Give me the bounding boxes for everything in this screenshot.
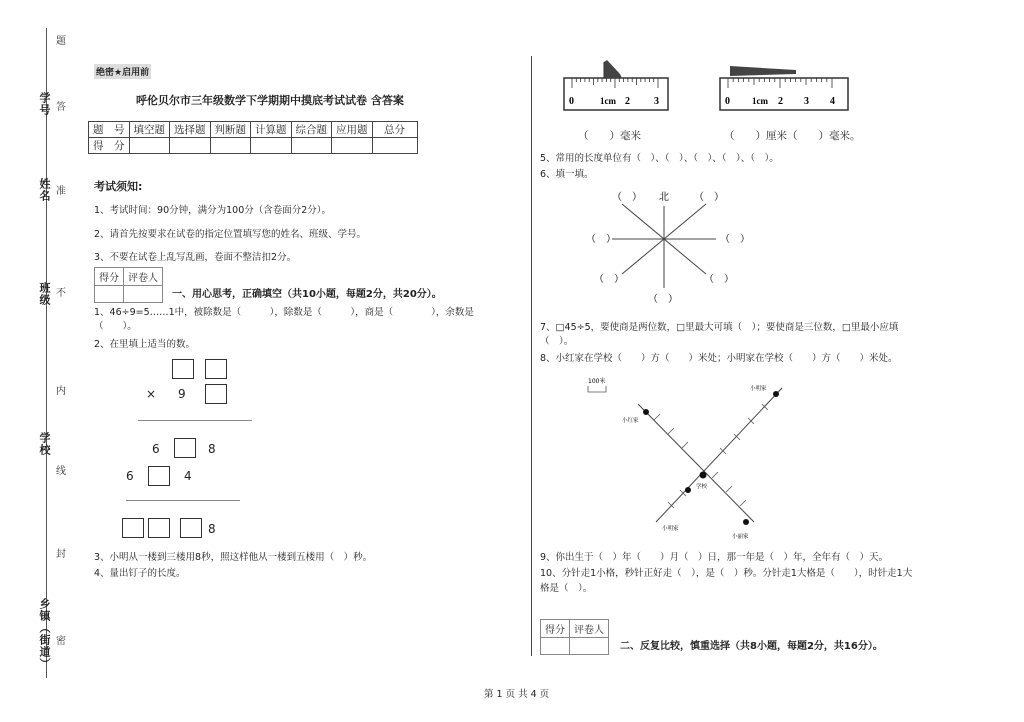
secret-tag: 绝密★启用前 — [94, 64, 151, 79]
grader-score-cell[interactable] — [541, 638, 570, 655]
margin-label-name: 姓名 — [38, 178, 51, 202]
margin-label-student-id: 学号 — [38, 92, 51, 116]
score-input-cell[interactable] — [129, 138, 170, 154]
score-input-cell[interactable] — [291, 138, 332, 154]
question-10-line2: 格是（ ）。 — [540, 583, 593, 594]
table-row — [89, 138, 418, 154]
times-sign: × — [146, 387, 157, 401]
ruler-tick-label: 0 — [569, 96, 574, 107]
question-10-line1: 10、分针走1小格，秒针正好走（ ），是（ ）秒。分针走1大格是（ ），时针走1大 — [540, 568, 913, 579]
ruler-tick-label: 3 — [654, 96, 659, 107]
question-7-line2: （ ）。 — [540, 336, 574, 347]
margin-char: 题 — [56, 36, 66, 47]
question-1-line1: 1、46÷9=5……1中，被除数是（ ），除数是（ ），商是（ ），余数是 — [94, 307, 474, 318]
answer-box[interactable] — [172, 359, 194, 379]
margin-char: 答 — [56, 102, 66, 113]
grader-score-label: 得分 — [95, 268, 124, 286]
grader-box — [94, 267, 163, 303]
question-4: 4、量出钉子的长度。 — [94, 568, 186, 579]
ruler-tick-label: 4 — [830, 96, 835, 107]
question-7-line1: 7、□45÷5，要使商是两位数，□里最大可填（ ）；要使商是三位数，□里最小应填 — [540, 322, 899, 333]
digit: 4 — [184, 469, 192, 483]
score-input-cell[interactable] — [332, 138, 373, 154]
mult-line — [126, 500, 240, 501]
question-8: 8、小红家在学校（ ）方（ ）米处；小明家在学校（ ）方（ ）米处。 — [540, 353, 898, 364]
margin-label-town: 乡镇（街道） — [38, 598, 51, 670]
section2-title: 二、反复比较，慎重选择（共8小题，每题2分，共16分）。 — [620, 641, 883, 652]
page-number: 第 1 页 共 4 页 — [484, 689, 550, 700]
grader-reviewer-cell[interactable] — [124, 286, 163, 303]
map-scale-label: 100米 — [588, 378, 606, 385]
ruler-tick-label: 2 — [625, 96, 630, 107]
column-divider — [531, 56, 532, 656]
margin-char: 内 — [56, 386, 66, 397]
map-label-xiaogang: 小丽家 — [732, 534, 749, 540]
section1-title: 一、用心思考，正确填空（共10小题，每题2分，共20分）。 — [172, 289, 442, 300]
margin-cut-line — [46, 28, 47, 678]
compass-blank: （ ） — [704, 274, 734, 285]
ruler-tick-label: 1cm — [752, 96, 768, 106]
question-3: 3、小明从一楼到三楼用8秒，照这样他从一楼到五楼用（ ）秒。 — [94, 552, 373, 563]
compass-diagram — [582, 186, 752, 306]
table-row — [89, 122, 418, 138]
location-map — [582, 372, 802, 542]
table-cell: 得 分 — [89, 138, 130, 154]
table-cell: 总分 — [372, 122, 417, 138]
answer-box[interactable] — [180, 518, 202, 538]
margin-char: 准 — [56, 186, 66, 197]
compass-blank: （ ） — [594, 274, 624, 285]
ruler-right — [718, 58, 853, 114]
grader-reviewer-label: 评卷人 — [570, 620, 609, 638]
answer-box[interactable] — [148, 466, 170, 486]
margin-char: 不 — [56, 288, 66, 299]
question-1-line2: （ ）。 — [94, 321, 137, 332]
page-title: 呼伦贝尔市三年级数学下学期期中摸底考试试卷 含答案 — [136, 94, 404, 107]
grader-score-cell[interactable] — [95, 286, 124, 303]
question-9: 9、你出生于（ ）年（ ）月（ ）日，那一年是（ ）年，全年有（ ）天。 — [540, 552, 889, 563]
ruler-tick-label: 2 — [778, 96, 783, 107]
ruler-right-answer: （ ）厘米（ ）毫米。 — [724, 130, 861, 142]
answer-box[interactable] — [122, 518, 144, 538]
question-6: 6、填一填。 — [540, 169, 594, 180]
margin-label-class: 班级 — [38, 282, 51, 306]
ruler-tick-label: 0 — [725, 96, 730, 107]
answer-box[interactable] — [205, 384, 227, 404]
map-label-xiaoming: 小明家 — [750, 386, 767, 392]
answer-box[interactable] — [148, 518, 170, 538]
compass-blank: （ ） — [586, 234, 616, 245]
table-cell: 判断题 — [210, 122, 251, 138]
digit: 8 — [208, 442, 216, 456]
notice-item: 3、不要在试卷上乱写乱画，卷面不整洁扣2分。 — [94, 252, 297, 263]
score-table — [88, 121, 418, 154]
table-cell: 选择题 — [170, 122, 211, 138]
table-cell: 综合题 — [291, 122, 332, 138]
margin-label-school: 学校 — [38, 432, 51, 456]
ruler-tick-label: 1cm — [600, 96, 616, 106]
digit: 8 — [208, 522, 216, 536]
table-cell: 填空题 — [129, 122, 170, 138]
compass-north: 北 — [659, 192, 669, 203]
compass-blank: （ ） — [694, 192, 724, 203]
mult-line — [138, 420, 252, 421]
margin-char: 封 — [56, 549, 66, 560]
digit: 6 — [152, 442, 160, 456]
margin-char: 线 — [56, 466, 66, 477]
grader-reviewer-label: 评卷人 — [124, 268, 163, 286]
ruler-tick-label: 3 — [804, 96, 809, 107]
answer-box[interactable] — [174, 438, 196, 458]
answer-box[interactable] — [205, 359, 227, 379]
table-cell: 应用题 — [332, 122, 373, 138]
score-input-cell[interactable] — [251, 138, 292, 154]
score-input-cell[interactable] — [372, 138, 417, 154]
digit: 9 — [178, 387, 186, 401]
grader-reviewer-cell[interactable] — [570, 638, 609, 655]
score-input-cell[interactable] — [210, 138, 251, 154]
question-2: 2、在里填上适当的数。 — [94, 339, 196, 350]
score-input-cell[interactable] — [170, 138, 211, 154]
compass-blank: （ ） — [648, 294, 678, 305]
ruler-left — [562, 58, 672, 114]
table-cell: 计算题 — [251, 122, 292, 138]
digit: 6 — [126, 469, 134, 483]
question-5: 5、常用的长度单位有（ ）、（ ）、（ ）、（ ）、（ ）。 — [540, 153, 779, 164]
compass-blank: （ ） — [612, 192, 642, 203]
table-cell: 题 号 — [89, 122, 130, 138]
map-label-xiaoming2: 小明家 — [662, 526, 679, 532]
grader-score-label: 得分 — [541, 620, 570, 638]
margin-char: 密 — [56, 636, 66, 647]
grader-box — [540, 619, 609, 655]
map-label-xiaohong: 小红家 — [622, 418, 639, 424]
compass-blank: （ ） — [720, 234, 750, 245]
notice-item: 2、请首先按要求在试卷的指定位置填写您的姓名、班级、学号。 — [94, 229, 367, 240]
notice-item: 1、考试时间：90分钟，满分为100分（含卷面分2分）。 — [94, 205, 332, 216]
ruler-left-answer: （ ）毫米 — [578, 130, 641, 142]
map-label-school: 学校 — [696, 484, 708, 490]
notice-heading: 考试须知: — [94, 180, 143, 193]
